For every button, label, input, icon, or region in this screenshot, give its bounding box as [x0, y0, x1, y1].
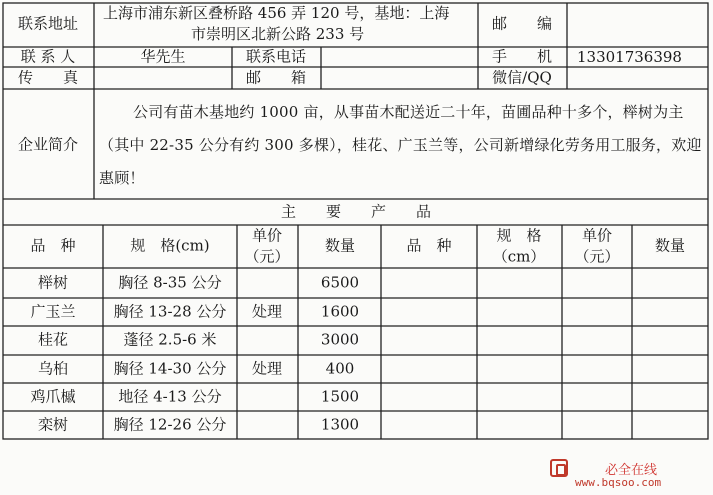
mobile-value: 13301736398 — [577, 48, 682, 66]
row-1-spec: 胸径 8-35 公分 — [118, 273, 222, 292]
intro-paragraph: 公司有苗木基地约 1000 亩，从事苗木配送近二十年，苗圃品种十多个，榉树为主（其中 22-35 公分有约 300 多棵），桂花、广玉兰等，公司新增绿化劳务用工服务，欢迎惠顾！ — [99, 103, 702, 187]
postcode-label: 邮 编 — [491, 14, 553, 33]
col-price-header-2: （元） — [244, 247, 290, 266]
email-label: 邮 箱 — [245, 68, 307, 87]
col-name-header: 品 种 — [30, 236, 76, 255]
row-1-name: 榉树 — [37, 273, 69, 292]
row-5-spec: 地径 4-13 公分 — [118, 387, 222, 406]
col-qty-header: 数量 — [324, 236, 356, 255]
row-5-name: 鸡爪槭 — [30, 387, 76, 406]
row-4-name: 乌桕 — [37, 359, 69, 378]
contact-value: 华先生 — [140, 47, 186, 66]
col-spec-header-right-1: 规 格 — [496, 226, 542, 245]
row-4-price: 处理 — [251, 359, 283, 378]
row-4-spec: 胸径 14-30 公分 — [113, 359, 227, 378]
intro-label: 企业简介 — [17, 135, 79, 154]
watermark-brand: 必全在线 — [605, 463, 658, 478]
col-price-header-1: 单价 — [251, 226, 283, 245]
fax-label: 传 真 — [17, 68, 79, 87]
row-3-qty: 3000 — [320, 330, 360, 349]
address-label: 联系地址 — [17, 14, 79, 33]
intro-text — [99, 96, 707, 195]
row-2-price: 处理 — [251, 302, 283, 321]
phone-label: 联系电话 — [245, 47, 307, 66]
row-1-qty: 6500 — [320, 273, 360, 292]
contact-label: 联 系 人 — [20, 47, 76, 66]
col-qty-header-right: 数量 — [654, 236, 686, 255]
mobile-label: 手 机 — [491, 47, 553, 66]
row-2-qty: 1600 — [320, 302, 360, 321]
address-line-2: 市崇明区北新公路 233 号 — [191, 25, 365, 43]
row-3-spec: 蓬径 2.5-6 米 — [123, 330, 217, 349]
row-2-spec: 胸径 13-28 公分 — [113, 302, 227, 321]
watermark-url: www.bqsoo.com — [575, 476, 662, 489]
col-name-header-right: 品 种 — [406, 236, 452, 255]
col-price-header-right-1: 单价 — [581, 226, 613, 245]
row-6-spec: 胸径 12-26 公分 — [113, 415, 227, 434]
col-spec-header-right-2: （cm） — [492, 247, 546, 266]
address-line-1: 上海市浦东新区叠桥路 456 弄 120 号，基地：上海 — [103, 4, 450, 22]
row-3-name: 桂花 — [37, 330, 69, 349]
site-logo-icon — [550, 459, 568, 477]
col-price-header-right-2: （元） — [574, 247, 620, 266]
wechat-label: 微信/QQ — [492, 68, 552, 87]
row-6-name: 栾树 — [37, 415, 69, 434]
row-4-qty: 400 — [325, 359, 355, 378]
row-6-qty: 1300 — [320, 415, 360, 434]
col-spec-header: 规 格(cm) — [130, 236, 210, 255]
row-2-name: 广玉兰 — [30, 302, 76, 321]
products-title: 主 要 产 品 — [280, 202, 432, 221]
row-5-qty: 1500 — [320, 387, 360, 406]
